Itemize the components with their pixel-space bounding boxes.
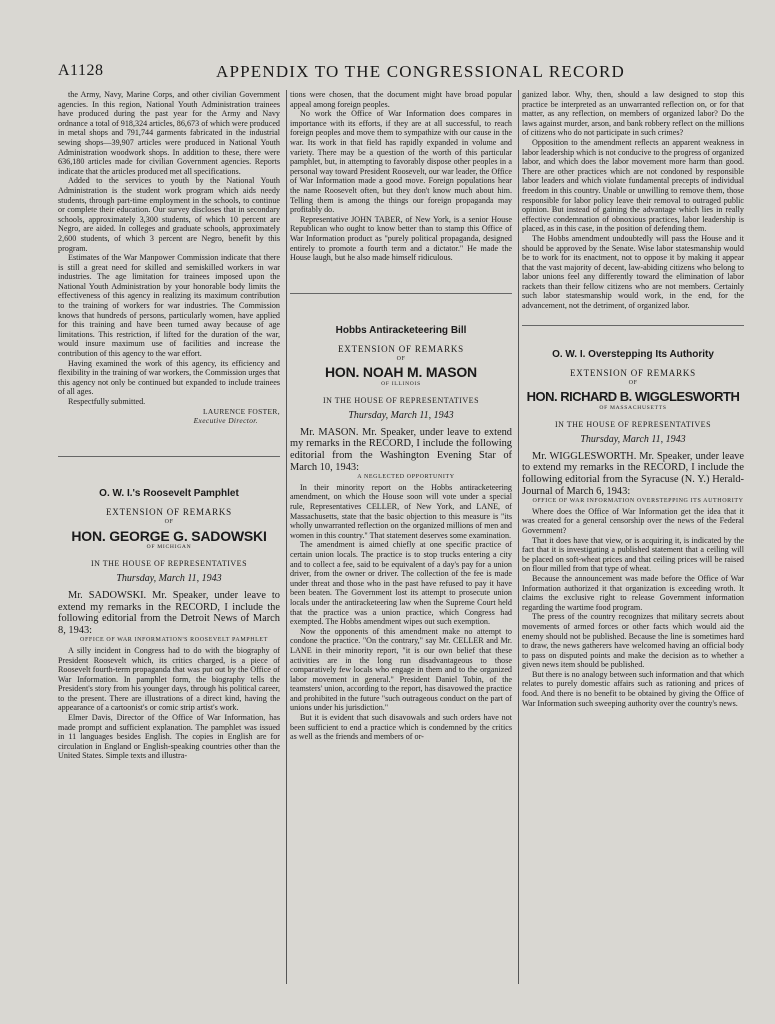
column-3 [522,90,744,761]
paragraph: In their minority report on the Hobbs antiracketeering amendment, on which the House soon will vote under a special rule, Representatives CELLER, of New York, and LANE, of Massachusetts, state that the basic objection to this measure is "its wholly unwarranted reflection on the organized millions of men and women in this country." That statement deserves some examination. [290,482,512,540]
column-1 [58,90,280,761]
lead-paragraph: Mr. WIGGLESWORTH. Mr. Speaker, under leave to extend my remarks in the RECORD, I include the following editorial from the Syracuse (N. Y.) Herald-Journal of March 6, 1943: [522,450,744,497]
editorial-subhead: OFFICE OF WAR INFORMATION'S ROOSEVELT PAMPHLET [80,637,268,644]
paragraph: Estimates of the War Manpower Commission indicate that there is still a great need for skilled and semiskilled workers in war industries. The age limitation for trainees imposed upon the National Youth Administration by your honorable body limits the effectiveness of this agency in realizing its maximum contribution to the training of workers for war industries. The Commission knows that hundreds of persons, particularly women, have applied for this training and have been turned away because of age limitations. This restriction, if lifted for the duration of the war, would insure maximum use of facilities and increase the contribution of this agency to the war effort. [58,253,280,359]
house-label: IN THE HOUSE OF REPRESENTATIVES [90,558,248,568]
paragraph: Added to the services to youth by the National Youth Administration is the student work program which aids needy students, through part-time employment in the schools, to continue or complete their education. Our survey discloses that in secondary schools, approximately 3,300 students, of which 10 percent are Negro, are aided. In colleges and graduate schools, approximately 2,600 students, of which 3 percent are Negro, benefit by this program. [58,176,280,253]
member-state: OF ILLINOIS [381,381,421,388]
lead-paragraph: Mr. MASON. Mr. Speaker, under leave to extend my remarks in the RECORD, I include the following editorial from the Washington Evening Star of March 10, 1943: [290,426,512,473]
columns [58,90,753,761]
paragraph: Elmer Davis, Director of the Office of War Information, has made prompt and sufficient explanation. The pamphlet was issued in 11 languages besides English. The copies in English are for circulation in England or English-speaking countries other than the United States. Simple texts and illustra- [58,713,280,761]
extension-of-remarks: EXTENSION OF REMARKS [569,368,696,379]
signature-name: LAURENCE FOSTER, [202,406,280,416]
paragraph: tions were chosen, that the document might have broad popular appeal among foreign peoples. [290,90,512,109]
paragraph: The amendment is aimed chiefly at one specific practice of certain union locals. The practice is to stop trucks entering a city and to collect a fee, said to be equivalent of a day's pay for a union driver, from the owner or driver. The collection of the fee is made under threat and those who in the past have refused to pay it have been beaten. The Government lost its attempt to prosecute union locals under the antiracketeering law when the Supreme Court held that the practice was a union practice, which Congress had exempted. The Hobbs amendment wipes out such exemption. [290,540,512,627]
remarks-date: Thursday, March 11, 1943 [116,573,222,585]
of-label: OF [396,355,406,362]
paragraph: No work the Office of War Information does compares in importance with its efforts, if they are at all successful, to reach foreign peoples and move them to sympathize with our cause in the war. Its work in that field has rapidly expanded in volume and variety. There may be a question of the worth of this particular pamphlet, but, in attempting to favorably dispose other peoples in a personal way toward President Roosevelt, our war leader, the Office of War Information made a good move. Foreign populations hear the name Roosevelt often, but they don't know much about him. Telling them is among the things our foreign propaganda may profitably do. [290,109,512,215]
extension-of-remarks: EXTENSION OF REMARKS [337,344,464,355]
paragraph: Opposition to the amendment reflects an apparent weakness in labor leadership which is not conducive to the progress of organized labor, and which does the labor movement more harm than good. There are other practices which are not condoned by responsible labor leaders and which violate fundamental precepts of individual freedom in this country. Unable or unwilling to remove them, those responsible for labor policy leave their removal to outraged public opinion. But instead of gaining the advantage which lies in really effective condemnation of obnoxious practices, labor leadership is placed, as in this case, in the position of defending them. [522,137,744,234]
paragraph: the Army, Navy, Marine Corps, and other civilian Government agencies. In this region, National Youth Administration trainees have produced during the past year for the Army and Navy ordnance a total of 918,324 articles, 86,673 of which were produced in metal shops and 791,744 garments fabricated in the industrial sewing shops—39,907 articles were produced in National Youth Administration woodwork shops. In addition to these, there were 636,180 articles made for civilian Government agencies. Reports indicate that the articles produced met all specifications. [58,90,280,176]
extension-of-remarks: EXTENSION OF REMARKS [105,507,232,518]
paragraph: ganized labor. Why, then, should a law designed to stop this practice be interpreted as an unwarranted reflection on, or for that matter, as any reflection, on members of organized labor? Do the laws against murder, arson, and bank robbery reflect on the millions of citizens who do not participate in such crimes? [522,90,744,138]
member-name: HON. NOAH M. MASON [325,364,477,381]
paragraph: Representative JOHN TABER, of New York, is a senior House Republican who ought to know better than to stamp this Office of War Information product as "purely political propaganda, designed entirely to promote a fourth term and a dictator." He made the House laugh, but he also made himself ridiculous. [290,214,512,263]
of-label: OF [628,379,638,386]
article-title: O. W. I. Overstepping Its Authority [522,325,744,360]
of-label: OF [164,518,174,525]
lead-paragraph: Mr. SADOWSKI. Mr. Speaker, under leave to extend my remarks in the RECORD, I include the following editorial from the Detroit News of March 8, 1943: [58,589,280,636]
article-title: O. W. I.'s Roosevelt Pamphlet [58,456,280,499]
signature-title: Executive Director. [193,416,258,426]
remarks-date: Thursday, March 11, 1943 [348,410,454,422]
page-header [58,62,753,86]
column-2 [290,90,512,761]
column-rule [286,90,287,984]
member-name: HON. RICHARD B. WIGGLESWORTH [526,389,740,405]
house-label: IN THE HOUSE OF REPRESENTATIVES [322,395,480,405]
paragraph: A silly incident in Congress had to do with the biography of President Roosevelt which, its critics charged, is a piece of Roosevelt fourth-term propaganda that was put out by the Office of War Information. In pamphlet form, the biography tells the President's story from his younger days, through his political career, to the present. There are illustrations of a direct kind, having the appearance of a cartoonist's or comic strip artist's work. [58,645,280,713]
paragraph: Respectfully submitted. [68,397,146,406]
remarks-date: Thursday, March 11, 1943 [580,434,686,446]
member-state: OF MASSACHUSETTS [599,405,667,412]
paragraph: The press of the country recognizes that military secrets about movements of armed forces or other facts which would aid the enemy should not be published. Because the line is sometimes hard to draw, the news gatherers have welcomed having an official body to pass on disputed points and make the decision as to whether a given news item should be published. [522,612,744,670]
paragraph: Having examined the work of this agency, its efficiency and flexibility in the training of war workers, the Commission urges that this agency not only be continued but expanded to include trainees of all ages. [58,358,280,397]
house-label: IN THE HOUSE OF REPRESENTATIVES [554,419,712,429]
paragraph: But it is evident that such disavowals and such orders have not been sufficient to end a practice which is condemned by the critics as well as the friends and members of or- [290,713,512,742]
paragraph: But there is no analogy between such information and that which relates to purely domestic affairs such as rationing and prices of food. And there is no benefit to be obtained by giving the Office of War Information such sweeping authority over the country's news. [522,669,744,708]
member-name: HON. GEORGE G. SADOWSKI [71,527,267,544]
paragraph: That it does have that view, or is acquiring it, is indicated by the fact that it is investigating a published statement that a ceiling will be placed on soft-wheat prices and that ceiling prices will be raised on flour milled from that type of wheat. [522,535,744,574]
paragraph: Because the announcement was made before the Office of War Information authorized it that organization is exceeding wroth. It claims the exclusive right to release Government information regarding the wartime food program. [522,573,744,612]
paragraph: Now the opponents of this amendment make no attempt to condone the practice. "On the contrary," say Mr. CELLER and Mr. LANE in their minority report, "it is our own belief that these activities are in the long run disadvantageous to those comparatively few locals who engage in them and to the organized labor movement in general." President Daniel Tobin, of the teamsters' union, according to the report, has disavowed the practice and prohibited in the future "such outrageous conduct on the part of unions under his jurisdiction." [290,626,512,713]
column-rule [518,90,519,984]
page-title: APPENDIX TO THE CONGRESSIONAL RECORD [215,62,626,81]
paragraph: The Hobbs amendment undoubtedly will pass the House and it should be approved by the Senate. Wise labor statesmanship would be to work for its enactment, not to oppose it by making it appear that the vast majority of decent, law-abiding citizens who belong to labor unions feel any differently toward the elimination of labor rackets than their fellow citizens who are not members. Certainly such labor statesmanship would work, in the end, for the advancement, not the detriment, of organized labor. [522,233,744,311]
page-number: A1128 [58,62,104,79]
editorial-subhead: A NEGLECTED OPPORTUNITY [357,474,455,481]
paragraph: Where does the Office of War Information get the idea that it was created for a general censorship over the news of the Federal Government? [522,506,744,535]
article-title: Hobbs Antiracketeering Bill [290,293,512,336]
editorial-subhead: OFFICE OF WAR INFORMATION OVERSTEPPING ITS AUTHORITY [532,498,744,505]
member-state: OF MICHIGAN [146,544,192,551]
